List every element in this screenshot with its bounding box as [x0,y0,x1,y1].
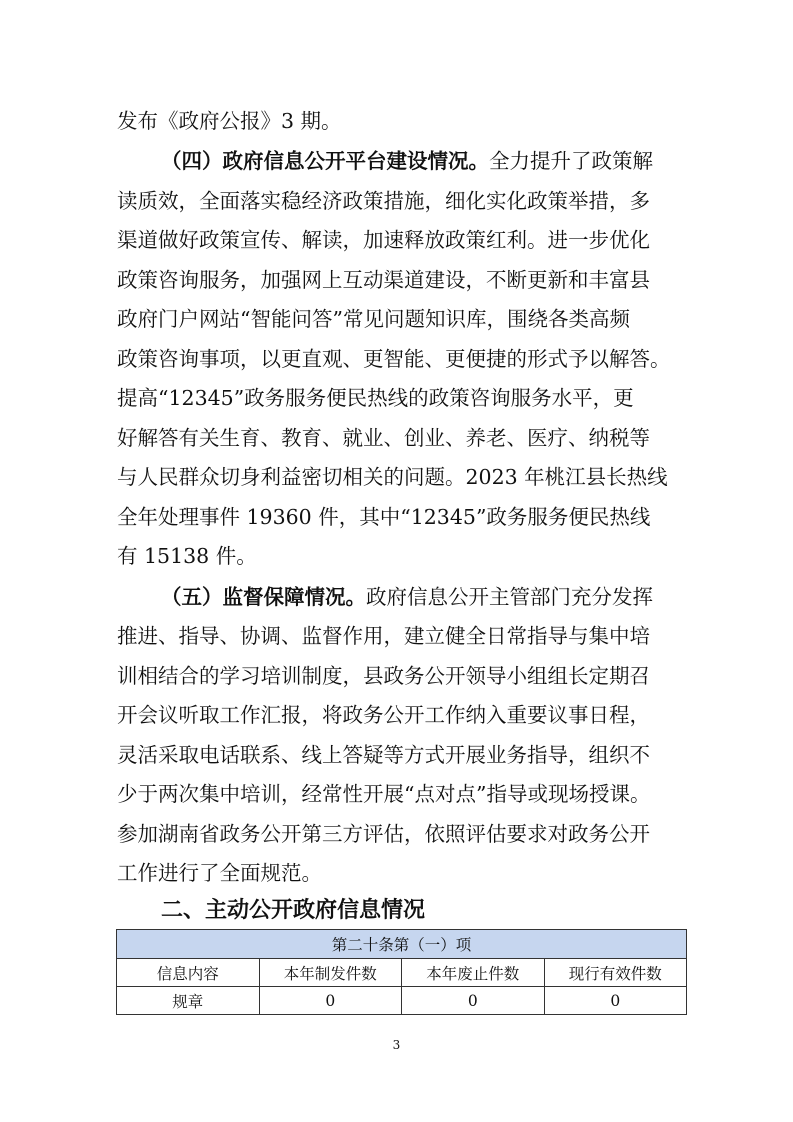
table-cell: 0 [402,987,545,1015]
paragraph-4-title: （四）政府信息公开平台建设情况。 [161,149,489,173]
table-row [117,987,687,1015]
paragraph-4-line: 政策咨询事项，以更直观、更智能、更便捷的形式予以解答。 [117,347,671,371]
paragraph-5-line: 开会议听取工作汇报，将政务公开工作纳入重要议事日程， [117,703,650,727]
paragraph-4-line: 全年处理事件 19360 件，其中“12345”政务服务便民热线 [117,505,651,529]
table-cell: 规章 [117,987,260,1015]
paragraph-4-line: 提高“12345”政务服务便民热线的政策咨询服务水平，更 [117,386,634,410]
paragraph-4-line: 政策咨询服务，加强网上互动渠道建设，不断更新和丰富县 [117,268,650,292]
table-header-cell: 现行有效件数 [544,959,687,987]
table-cell: 0 [259,987,402,1015]
table-cell: 0 [544,987,687,1015]
paragraph-5-line: 工作进行了全面规范。 [117,861,322,885]
paragraph-5-first-line-text: 政府信息公开主管部门充分发挥 [366,585,653,609]
paragraph-4-line: 有 15138 件。 [117,544,257,568]
paragraph-5-title: （五）监督保障情况。 [161,585,366,609]
table-header-cell: 本年废止件数 [402,959,545,987]
paragraph-5-first-line [161,579,687,615]
paragraph-intro-line: 发布《政府公报》3 期。 [117,109,342,133]
paragraph-5-line: 灵活采取电话联系、线上答疑等方式开展业务指导，组织不 [117,743,650,767]
paragraph-4-first-line-text: 全力提升了政策解 [489,149,653,173]
table-header-cell: 本年制发件数 [259,959,402,987]
paragraph-5-line: 参加湖南省政务公开第三方评估，依照评估要求对政务公开 [117,822,650,846]
paragraph-4-first-line [161,143,687,179]
paragraph-5-line: 少于两次集中培训，经常性开展“点对点”指导或现场授课。 [117,782,651,806]
table-header-cell: 信息内容 [117,959,260,987]
paragraph-5-line: 训相结合的学习培训制度，县政务公开领导小组组长定期召 [117,664,650,688]
table-caption-row [117,930,687,959]
paragraph-5-line: 推进、指导、协调、监督作用，建立健全日常指导与集中培 [117,624,650,648]
table-header-row [117,959,687,987]
disclosure-table [116,929,687,1015]
page-number: 3 [392,1038,401,1052]
paragraph-4-line: 好解答有关生育、教育、就业、创业、养老、医疗、纳税等 [117,426,650,450]
section-heading: 二、主动公开政府信息情况 [161,898,426,923]
table-caption: 第二十条第（一）项 [117,930,687,959]
paragraph-4-line: 读质效，全面落实稳经济政策措施，细化实化政策举措，多 [117,189,650,213]
paragraph-4-line: 政府门户网站“智能问答”常见问题知识库，围绕各类高频 [117,307,630,331]
paragraph-4-line: 渠道做好政策宣传、解读，加速释放政策红利。进一步优化 [117,228,650,252]
paragraph-4-line: 与人民群众切身利益密切相关的问题。2023 年桃江县长热线 [117,465,668,489]
